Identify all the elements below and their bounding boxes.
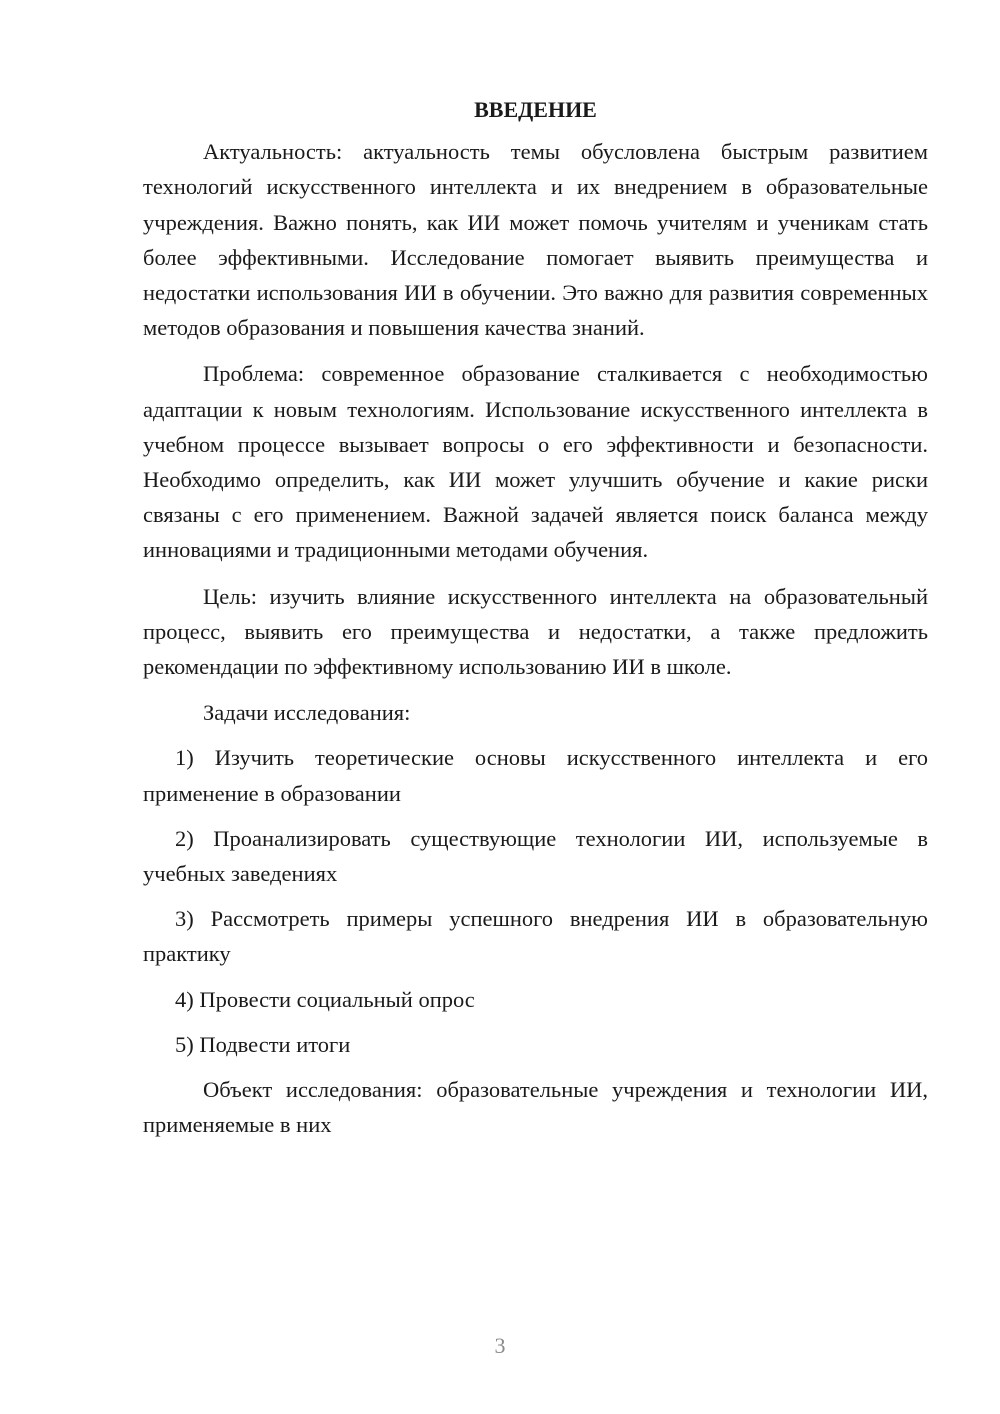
task-item-1: 1) Изучить теоретические основы искусственного интеллекта и его применение в образовании <box>143 745 928 806</box>
object-paragraph: Объект исследования: образовательные учреждения и технологии ИИ, применяемые в них <box>143 1077 928 1138</box>
problem-paragraph: Проблема: современное образование сталкивается с необходимостью адаптации к новым технологиям. Использование искусственного интеллекта в учебном процессе вызывает вопросы о его эффективности и безопасности. Необходимо определить, как ИИ может улучшить обучение и какие риски связаны с его применением. Важной задачей является поиск баланса между инновациями и традиционными методами обучения. <box>143 361 928 563</box>
tasks-title: Задачи исследования: <box>203 700 411 726</box>
task-item-4: 4) Провести социальный опрос <box>175 986 475 1012</box>
page-number: 3 <box>494 1333 506 1358</box>
task-item-2: 2) Проанализировать существующие технологии ИИ, используемые в учебных заведениях <box>143 825 928 887</box>
goal-paragraph: Цель: изучить влияние искусственного интеллекта на образовательный процесс, выявить его преимущества и недостатки, а также предложить рекомендации по эффективному использованию ИИ в школе. <box>143 583 928 680</box>
relevance-paragraph: Актуальность: актуальность темы обусловлена быстрым развитием технологий искусственного интеллекта и их внедрением в образовательные учреждения. Важно понять, как ИИ может помочь учителям и ученикам стать более эффективными. Исследование помогает выявить преимущества и недостатки использования ИИ в обучении. Это важно для развития современных методов образования и повышения качества знаний. <box>143 139 928 341</box>
page-title: ВВЕДЕНИЕ <box>474 97 597 122</box>
task-item-3: 3) Рассмотреть примеры успешного внедрения ИИ в образовательную практику <box>143 906 928 967</box>
task-item-5: 5) Подвести итоги <box>175 1031 351 1057</box>
page-content <box>143 92 928 1153</box>
